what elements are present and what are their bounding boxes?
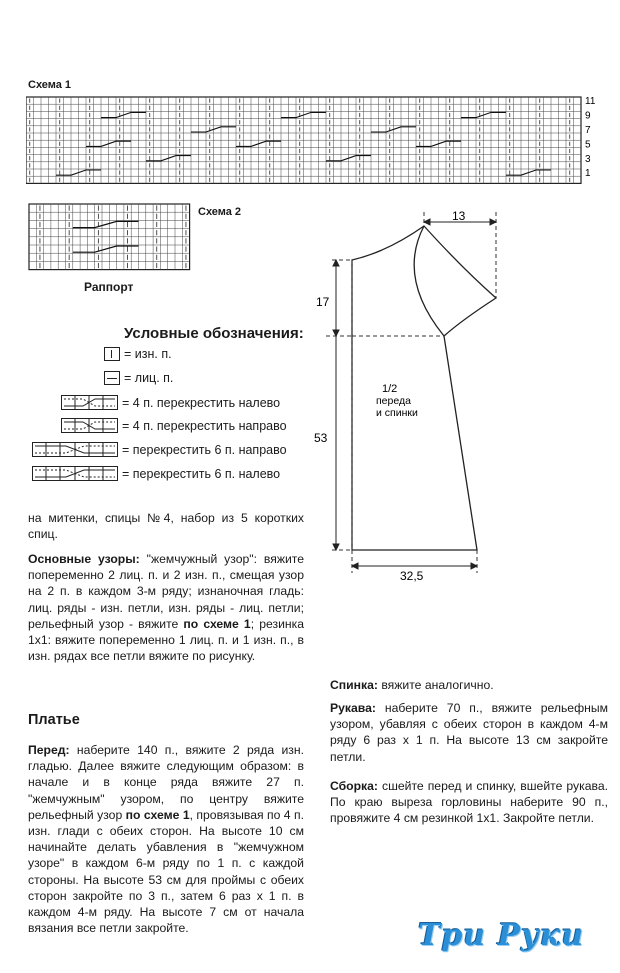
intro-paragraph: на митенки, спицы №4, набор из 5 коротких спиц. — [28, 511, 304, 542]
scheme2-label: Схема 2 — [198, 206, 242, 218]
back-paragraph: Спинка: вяжите аналогично. — [330, 678, 494, 692]
rapport-label: Раппорт — [84, 280, 134, 294]
dim-height-label: 53 — [314, 431, 328, 445]
dim-armhole-label: 17 — [316, 295, 330, 309]
scheme1-row-number: 11 — [585, 96, 596, 108]
cable-4-left-icon — [61, 395, 118, 410]
legend-item-cross4-right: = 4 п. перекрестить направо — [61, 418, 287, 433]
legend-title: Условные обозначения: — [124, 325, 304, 342]
legend-item-cross4-left: = 4 п. перекрестить налево — [61, 395, 280, 410]
site-logo: Три Руки — [418, 918, 585, 953]
scheme1-row-number: 3 — [585, 153, 591, 165]
garment-pattern-diagram — [312, 208, 512, 586]
front-paragraph: Перед: наберите 140 п., вяжите 2 ряда изн. гладью. Далее вяжите следующим образом: в начале и в конце ряда вяжите 27 п. "жемчужным" узором, по центру вяжите рельефный узор по схеме 1, провязывая по 4 п. изн. глади с обеих сторон. На высоте 10 см начинайте делать убавления в "жемчужном узоре" в каждом 6-м ряду по 1 п. с каждой стороны. На высоте 53 см для проймы с обеих сторон закройте по 3 п., затем 6 раз х 1 п. в каждом 4-м ряду. На высоте 7 см от начала вязания все петли закройте. — [28, 743, 304, 936]
dim-width-label: 32,5 — [400, 569, 424, 583]
dress-heading: Платье — [28, 712, 80, 728]
legend-item-cross6-left: = перекрестить 6 п. налево — [32, 466, 280, 481]
scheme1-chart — [26, 95, 603, 185]
scheme1-row-number: 5 — [585, 139, 591, 151]
scheme1-label: Схема 1 — [28, 79, 72, 91]
scheme2-chart — [28, 203, 192, 273]
scheme1-row-number: 1 — [585, 168, 591, 180]
piece-label-line2: переда — [376, 395, 411, 407]
dim-top-label: 13 — [452, 209, 466, 223]
cable-4-right-icon — [61, 418, 118, 433]
legend-item-knit: = лиц. п. — [104, 371, 173, 385]
scheme1-row-number: 9 — [585, 110, 591, 122]
cable-6-left-icon — [32, 466, 118, 481]
patterns-paragraph: Основные узоры: "жемчужный узор": вяжите попеременно 2 лиц. п. и 2 изн. п., смещая узор на 2 п. в каждом 3-м ряду; изнаночная гладь: лиц. ряды - изн. петли, изн. ряды - лиц. петли; рельефный узор - вяжите по схеме 1; резинка 1x1: вяжите попеременно 1 лиц. п. и 1 изн. п., в изн. рядах все петли вяжите по рисунку. — [28, 552, 305, 664]
legend-item-purl: = изн. п. — [104, 347, 172, 361]
purl-symbol-icon — [104, 347, 120, 361]
knit-symbol-icon — [104, 371, 120, 385]
piece-label-line1: 1/2 — [382, 383, 398, 395]
cable-6-right-icon — [32, 442, 118, 457]
assembly-paragraph: Сборка: сшейте перед и спинку, вшейте рукава. По краю выреза горловины наберите 90 п., провяжите 4 см резинкой 1x1. Закройте петли. — [330, 779, 608, 826]
legend-item-cross6-right: = перекрестить 6 п. направо — [32, 442, 287, 457]
piece-label-line3: и спинки — [376, 407, 418, 419]
scheme1-row-number: 7 — [585, 125, 591, 136]
sleeve-paragraph: Рукава: наберите 70 п., вяжите рельефным узором, убавляя с обеих сторон в каждом 4-м ряду 6 раз х 1 п. На высоте 13 см закройте петли. — [330, 701, 608, 764]
